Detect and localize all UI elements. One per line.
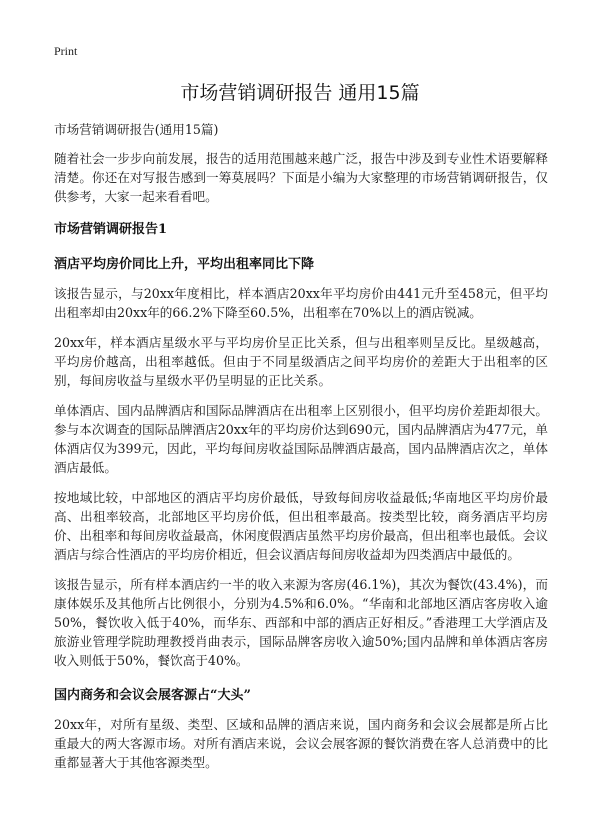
subheading-room-price: 酒店平均房价同比上升，平均出租率同比下降: [54, 257, 315, 272]
document-body: [54, 120, 548, 783]
page-title: 市场营销调研报告 通用15篇: [180, 82, 420, 104]
paragraph-6: 20xx年，对所有星级、类型、区域和品牌的酒店来说，国内商务和会议会展都是所占比重最大的两大客源市场。对所有酒店来说，会议会展客源的餐饮消费在客人总消费中的比重都显著大于其他客源类型。: [54, 717, 548, 770]
print-link[interactable]: Print: [54, 44, 78, 58]
paragraph-2: 20xx年，样本酒店星级水平与平均房价呈正比关系，但与出租率则呈反比。星级越高，平均房价越高，出租率越低。但由于不同星级酒店之间平均房价的差距大于出租率的区别，每间房收益与星级水平仍呈明显的正比关系。: [54, 335, 548, 388]
subheading-business-guests: 国内商务和会议会展客源占“大头”: [54, 688, 251, 703]
section-heading: 市场营销调研报告1: [54, 222, 168, 237]
intro-paragraph: 随着社会一步步向前发展，报告的适用范围越来越广泛，报告中涉及到专业性术语要解释清楚。你还在对写报告感到一筹莫展吗？下面是小编为大家整理的市场营销调研报告，仅供参考，大家一起来看看吧。: [54, 151, 548, 204]
paragraph-3: 单体酒店、国内品牌酒店和国际品牌酒店在出租率上区别很小，但平均房价差距却很大。参与本次调查的国际品牌酒店20xx年的平均房价达到690元，国内品牌酒店为477元，单体酒店仅为399元，因此，平均每间房收益国际品牌酒店最高，国内品牌酒店次之，单体酒店最低。: [54, 403, 548, 475]
paragraph-4: 按地域比较，中部地区的酒店平均房价最低，导致每间房收益最低;华南地区平均房价最高、出租率较高，北部地区平均房价低，但出租率最高。按类型比较，商务酒店平均房价、出租率和每间房收益最高，休闲度假酒店虽然平均房价最高，但出租率也最低。会议酒店与综合性酒店的平均房价相近，但会议酒店每间房收益却为四类酒店中最低的。: [54, 490, 548, 562]
paragraph-1: 该报告显示，与20xx年度相比，样本酒店20xx年平均房价由441元升至458元，但平均出租率却由20xx年的66.2%下降至60.5%，出租率在70%以上的酒店锐减。: [54, 286, 548, 320]
paragraph-5: 该报告显示，所有样本酒店约一半的收入来源为客房(46.1%)，其次为餐饮(43.4%)，而康体娱乐及其他所占比例很小，分别为4.5%和6.0%。“华南和北部地区酒店客房收入逾50%，餐饮收入低于40%，而华东、西部和中部的酒店正好相反。”香港理工大学酒店及旅游业管理学院助理教授肖曲表示，国际品牌客房收入逾50%;国内品牌和单体酒店客房收入则低于50%，餐饮高于40%。: [54, 577, 548, 668]
document-subtitle: 市场营销调研报告(通用15篇): [54, 122, 219, 137]
